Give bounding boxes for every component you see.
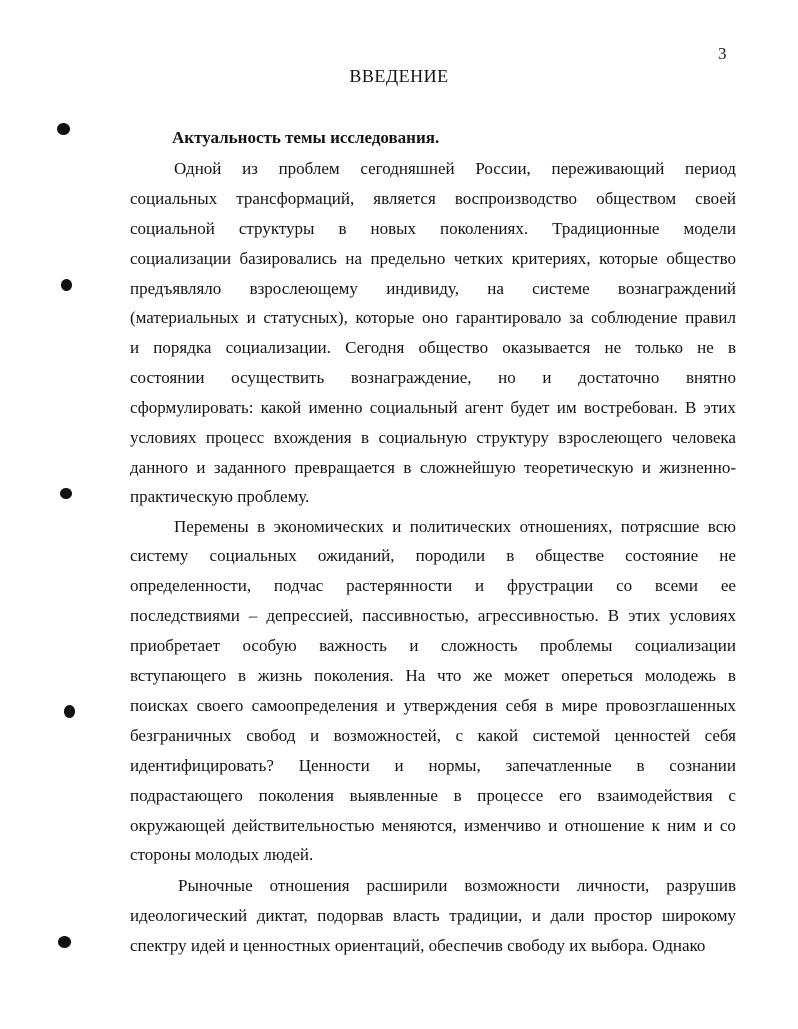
text-line: стороны молодых людей.: [130, 845, 314, 864]
text-line: спектру идей и ценностных ориентаций, обеспечив свободу их выбора. Однако: [130, 936, 706, 955]
text-line: подрастающего поколения выявленные в процессе его взаимодействия с: [130, 786, 736, 805]
text-line: приобретает особую важность и сложность проблемы социализации: [130, 636, 736, 655]
text-line: практическую проблему.: [130, 487, 310, 506]
text-line: социальных трансформаций, является воспроизводство обществом своей: [130, 189, 736, 208]
text-line: идеологический диктат, подорвав власть традиции, и дали простор широкому: [130, 906, 736, 925]
text-line: социализации базировались на предельно четких критериях, которые общество: [130, 249, 736, 268]
text-line: определенности, подчас растерянности и фрустрации со всеми ее: [130, 576, 736, 595]
text-line: условиях процесс вхождения в социальную структуру взрослеющего человека: [130, 428, 736, 447]
text-line: сформулировать: какой именно социальный агент будет им востребован. В этих: [130, 398, 736, 417]
text-line: Одной из проблем сегодняшней России, переживающий период: [174, 159, 736, 178]
scan-mark: [60, 488, 72, 499]
text-line: социальной структуры в новых поколениях. Традиционные модели: [130, 219, 736, 238]
text-line: Перемены в экономических и политических отношениях, потрясшие всю: [174, 517, 736, 536]
scan-mark: [58, 936, 71, 948]
text-line: предъявляло взрослеющему индивиду, на системе вознаграждений: [130, 279, 736, 298]
text-line: вступающего в жизнь поколения. На что же может опереться молодежь в: [130, 666, 736, 685]
text-line: поисках своего самоопределения и утверждения себя в мире провозглашенных: [130, 696, 736, 715]
text-line: последствиями – депрессией, пассивностью, агрессивностью. В этих условиях: [130, 606, 736, 625]
text-line: и порядка социализации. Сегодня общество оказывается не только не в: [130, 338, 736, 357]
page-number: 3: [718, 44, 727, 63]
scan-mark: [57, 123, 70, 135]
text-line: состоянии осуществить вознаграждение, но и достаточно внятно: [130, 368, 736, 387]
page-title: ВВЕДЕНИЕ: [349, 66, 449, 86]
text-line: (материальных и статусных), которые оно гарантировало за соблюдение правил: [130, 308, 736, 327]
text-line: идентифицировать? Ценности и нормы, запечатленные в сознании: [130, 756, 736, 775]
scan-mark: [64, 705, 75, 718]
text-line: окружающей действительностью меняются, изменчиво и отношение к ним и со: [130, 816, 736, 835]
section-subheading: Актуальность темы исследования.: [172, 128, 440, 147]
text-line: данного и заданного превращается в сложнейшую теоретическую и жизненно-: [130, 458, 736, 477]
text-line: систему социальных ожиданий, породили в обществе состояние не: [130, 546, 736, 565]
text-line: безграничных свобод и возможностей, с какой системой ценностей себя: [130, 726, 736, 745]
scan-mark: [61, 279, 72, 291]
text-line: Рыночные отношения расширили возможности личности, разрушив: [178, 876, 736, 895]
